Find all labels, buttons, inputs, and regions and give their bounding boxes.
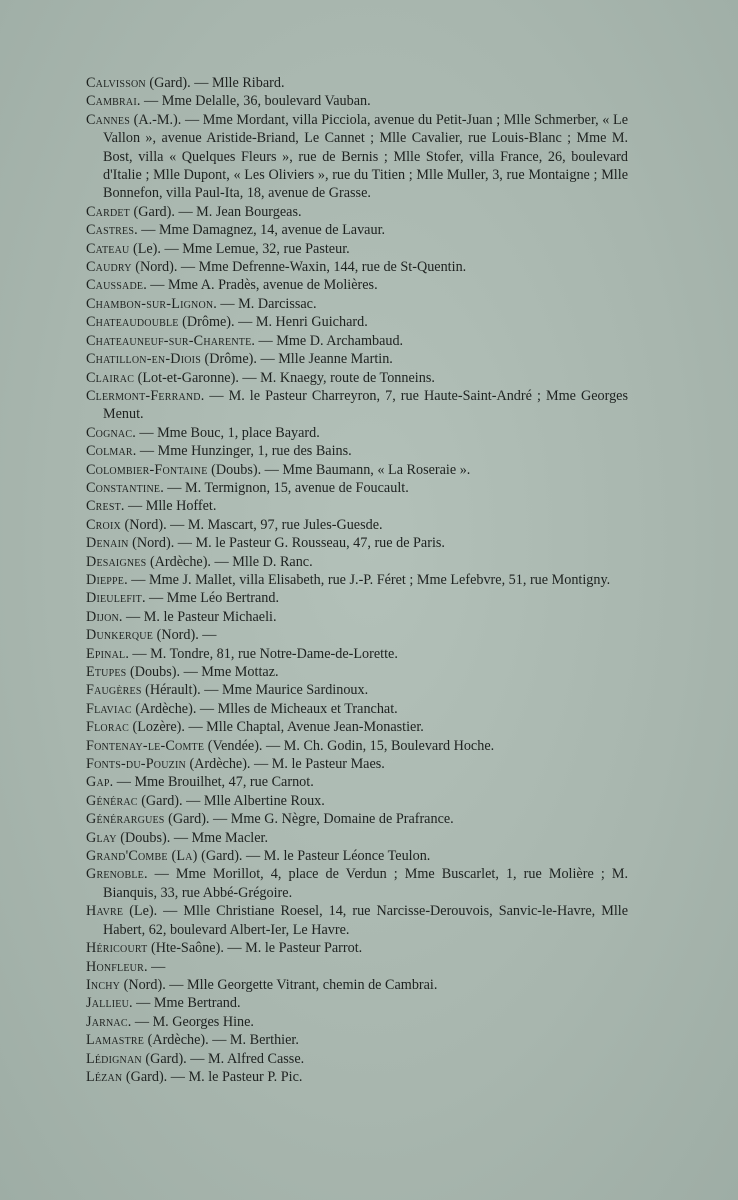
entry-details: . — Mme A. Pradès, avenue de Molières. — [143, 277, 378, 294]
entry-place: Etupes — [86, 664, 127, 680]
entry-details: (Nord). — — [153, 627, 217, 644]
entry-place: Fontenay-le-Comte — [86, 737, 205, 754]
entry-details: (Ardèche). — Mlles de Micheaux et Tranchat. — [131, 700, 398, 717]
entry-details: . — Mme Léo Bertrand. — [141, 590, 280, 607]
directory-entry — [86, 221, 628, 239]
entry-place: Glay — [86, 829, 117, 846]
entry-details: (Ardèche). — M. le Pasteur Maes. — [185, 756, 385, 773]
directory-entry — [86, 902, 628, 939]
entry-place: Clairac — [86, 369, 135, 386]
entry-details: (A.-M.). — Mme Mordant, villa Picciola, avenue du Petit-Juan ; Mlle Schmerber, « Le Vallon », avenue Aristide-Briand, Le Cannet ; Mlle Cavalier, rue Louis-Blanc ; Mme M. Bost, villa « Quelques Fleurs », rue de Bernis ; Mlle Stofer, villa France, 26, boulevard d'Italie ; Mlle Dupont, « Les Oliviers », rue du Titien ; Mlle Muller, 3, rue Montaigne ; Mlle Bonnefon, villa Paul-Ita, 18, avenue de Grasse. — [103, 111, 628, 202]
entry-place: Grenoble — [86, 866, 144, 883]
entry-place: Lédignan — [86, 1050, 142, 1067]
entry-place: Colmar — [86, 443, 133, 460]
directory-entry — [86, 994, 628, 1012]
entry-details: . — M. Tondre, 81, rue Notre-Dame-de-Lorette. — [125, 645, 398, 662]
entry-place: Constantine — [86, 479, 161, 496]
directory-entry — [86, 258, 628, 276]
directory-entry — [86, 313, 628, 331]
entry-details: (Gard). — M. Alfred Casse. — [141, 1050, 305, 1067]
directory-entry — [86, 626, 628, 644]
entry-place: Calvisson — [86, 75, 146, 91]
entry-place: Faugères — [86, 682, 142, 699]
entry-place: Crest — [86, 498, 121, 515]
entry-details: . — Mme D. Archambaud. — [251, 332, 404, 349]
directory-entry — [86, 1031, 628, 1049]
entry-place: Cardet — [86, 203, 130, 220]
directory-entry — [86, 203, 628, 221]
entry-place: Héricourt — [86, 940, 148, 957]
directory-entry — [86, 718, 628, 736]
entry-details: (Le). — Mlle Christiane Roesel, 14, rue Narcisse-Derouvois, Sanvic-le-Havre, Mlle Habert, 62, boulevard Albert-Ier, Le Havre. — [103, 903, 628, 938]
entry-place: Gap — [86, 774, 110, 791]
entry-place: Croix — [86, 516, 121, 533]
directory-entry — [86, 369, 628, 387]
directory-entry — [86, 295, 628, 313]
entry-place: Cambrai — [86, 93, 137, 110]
directory-entry — [86, 755, 628, 773]
directory-entry — [86, 865, 628, 902]
directory-entry — [86, 700, 628, 718]
directory-entry — [86, 424, 628, 442]
entry-details: (Nord). — Mlle Georgette Vitrant, chemin de Cambrai. — [120, 976, 438, 993]
entry-place: Flaviac — [86, 700, 132, 717]
entry-place: Clermont-Ferrand — [86, 387, 201, 404]
entry-place: Denain — [86, 535, 129, 552]
entry-details: . — M. le Pasteur Michaeli. — [118, 608, 277, 625]
directory-entry — [86, 479, 628, 497]
entry-place: Dieulefit — [86, 590, 142, 607]
directory-entry — [86, 1068, 628, 1086]
directory-entry — [86, 240, 628, 258]
directory-entry — [86, 681, 628, 699]
entry-place: Lamastre — [86, 1032, 145, 1049]
entry-details: (Doubs). — Mme Mottaz. — [126, 664, 279, 680]
entry-details: . — — [143, 958, 166, 975]
entry-place: Dieppe — [86, 571, 125, 588]
entry-place: Cognac — [86, 424, 133, 441]
directory-entry — [86, 737, 628, 755]
directory-entry — [86, 74, 628, 92]
entry-details: (Vendée). — M. Ch. Godin, 15, Boulevard Hoche. — [204, 737, 495, 754]
entry-details: (Gard). — M. le Pasteur Léonce Teulon. — [197, 848, 431, 865]
entry-place: Fonts-du-Pouzin — [86, 756, 186, 773]
entry-details: (Nord). — M. Mascart, 97, rue Jules-Guesde. — [120, 516, 383, 533]
entry-place: Grand'Combe (La) — [86, 848, 198, 865]
directory-entry — [86, 276, 628, 294]
entry-details: (Gard). — Mlle Albertine Roux. — [137, 792, 325, 809]
entry-place: Epinal — [86, 645, 126, 662]
entry-place: Chateauneuf-sur-Charente — [86, 332, 252, 349]
directory-entry — [86, 792, 628, 810]
entry-details: . — M. Darcissac. — [213, 295, 317, 312]
entry-details: (Lot-et-Garonne). — M. Knaegy, route de Tonneins. — [134, 369, 435, 386]
entry-place: Dunkerque — [86, 627, 154, 644]
directory-entry — [86, 810, 628, 828]
directory-entry — [86, 461, 628, 479]
entry-details: (Doubs). — Mme Baumann, « La Roseraie ». — [207, 461, 471, 478]
directory-entry — [86, 847, 628, 865]
entry-details: (Doubs). — Mme Macler. — [116, 829, 268, 846]
entry-details: (Drôme). — M. Henri Guichard. — [178, 314, 368, 331]
directory-entry — [86, 553, 628, 571]
entry-details: (Gard). — M. Jean Bourgeas. — [130, 203, 302, 220]
directory-entry — [86, 332, 628, 350]
directory-entry — [86, 92, 628, 110]
entry-details: . — Mlle Hoffet. — [120, 498, 217, 515]
directory-entry — [86, 663, 628, 681]
entry-details: . — Mme Morillot, 4, place de Verdun ; Mme Buscarlet, 1, rue Molière ; M. Bianquis, 33, rue Abbé-Grégoire. — [103, 866, 628, 901]
entry-place: Chatillon-en-Diois — [86, 351, 201, 368]
entry-details: (Ardèche). — Mlle D. Ranc. — [146, 553, 313, 570]
entry-details: . — Mme Delalle, 36, boulevard Vauban. — [136, 93, 371, 110]
entry-details: . — Mme Bertrand. — [129, 995, 241, 1012]
entry-details: (Ardèche). — M. Berthier. — [144, 1032, 299, 1049]
entry-place: Cateau — [86, 240, 130, 257]
directory-entry — [86, 571, 628, 589]
entry-details: (Drôme). — Mlle Jeanne Martin. — [200, 351, 393, 368]
entry-details: (Gard). — Mlle Ribard. — [145, 75, 285, 91]
directory-entry — [86, 111, 628, 203]
directory-entry — [86, 608, 628, 626]
entry-place: Générac — [86, 792, 138, 809]
entry-place: Colombier-Fontaine — [86, 461, 208, 478]
entry-details: (Gard). — Mme G. Nègre, Domaine de Prafrance. — [164, 811, 454, 828]
entry-details: . — M. le Pasteur Charreyron, 7, rue Haute-Saint-André ; Mme Georges Menut. — [103, 387, 628, 423]
entry-place: Jarnac — [86, 1013, 128, 1030]
entry-place: Chateaudouble — [86, 314, 179, 331]
directory-entry — [86, 516, 628, 534]
directory-list — [86, 74, 628, 1086]
entry-details: . — Mme Damagnez, 14, avenue de Lavaur. — [134, 222, 386, 239]
entry-place: Dijon — [86, 608, 119, 625]
entry-place: Caudry — [86, 259, 132, 276]
entry-place: Caussade — [86, 277, 144, 294]
entry-place: Desaignes — [86, 553, 147, 570]
entry-place: Havre — [86, 903, 124, 920]
entry-place: Castres — [86, 222, 135, 239]
entry-details: (Lozère). — Mlle Chaptal, Avenue Jean-Monastier. — [128, 719, 424, 736]
entry-details: (Le). — Mme Lemue, 32, rue Pasteur. — [129, 240, 350, 257]
directory-entry — [86, 1013, 628, 1031]
entry-details: (Hte-Saône). — M. le Pasteur Parrot. — [147, 940, 363, 957]
directory-entry — [86, 1050, 628, 1068]
entry-details: . — Mme Bouc, 1, place Bayard. — [132, 424, 320, 441]
directory-entry — [86, 939, 628, 957]
directory-entry — [86, 497, 628, 515]
directory-entry — [86, 976, 628, 994]
entry-details: . — Mme Hunzinger, 1, rue des Bains. — [132, 443, 352, 460]
directory-entry — [86, 442, 628, 460]
directory-entry — [86, 958, 628, 976]
directory-entry — [86, 387, 628, 424]
directory-entry — [86, 829, 628, 847]
entry-details: (Gard). — M. le Pasteur P. Pic. — [122, 1068, 303, 1085]
entry-details: . — M. Georges Hine. — [127, 1013, 254, 1030]
entry-details: . — Mme J. Mallet, villa Elisabeth, rue J.-P. Féret ; Mme Lefebvre, 51, rue Montigny. — [124, 571, 611, 588]
entry-place: Lézan — [86, 1068, 123, 1085]
entry-place: Générargues — [86, 811, 165, 828]
directory-entry — [86, 645, 628, 663]
entry-place: Inchy — [86, 976, 121, 993]
directory-entry — [86, 534, 628, 552]
entry-place: Honfleur — [86, 958, 144, 975]
directory-entry — [86, 350, 628, 368]
entry-details: . — M. Termignon, 15, avenue de Foucault. — [160, 479, 409, 496]
entry-details: (Nord). — M. le Pasteur G. Rousseau, 47, rue de Paris. — [128, 535, 445, 552]
entry-details: (Hérault). — Mme Maurice Sardinoux. — [141, 682, 369, 699]
entry-place: Jallieu — [86, 995, 130, 1012]
entry-details: (Nord). — Mme Defrenne-Waxin, 144, rue de St-Quentin. — [131, 259, 467, 276]
directory-entry — [86, 589, 628, 607]
entry-place: Florac — [86, 719, 129, 736]
directory-entry — [86, 773, 628, 791]
entry-place: Cannes — [86, 111, 130, 128]
entry-place: Chambon-sur-Lignon — [86, 295, 214, 312]
entry-details: . — Mme Brouilhet, 47, rue Carnot. — [109, 774, 314, 791]
